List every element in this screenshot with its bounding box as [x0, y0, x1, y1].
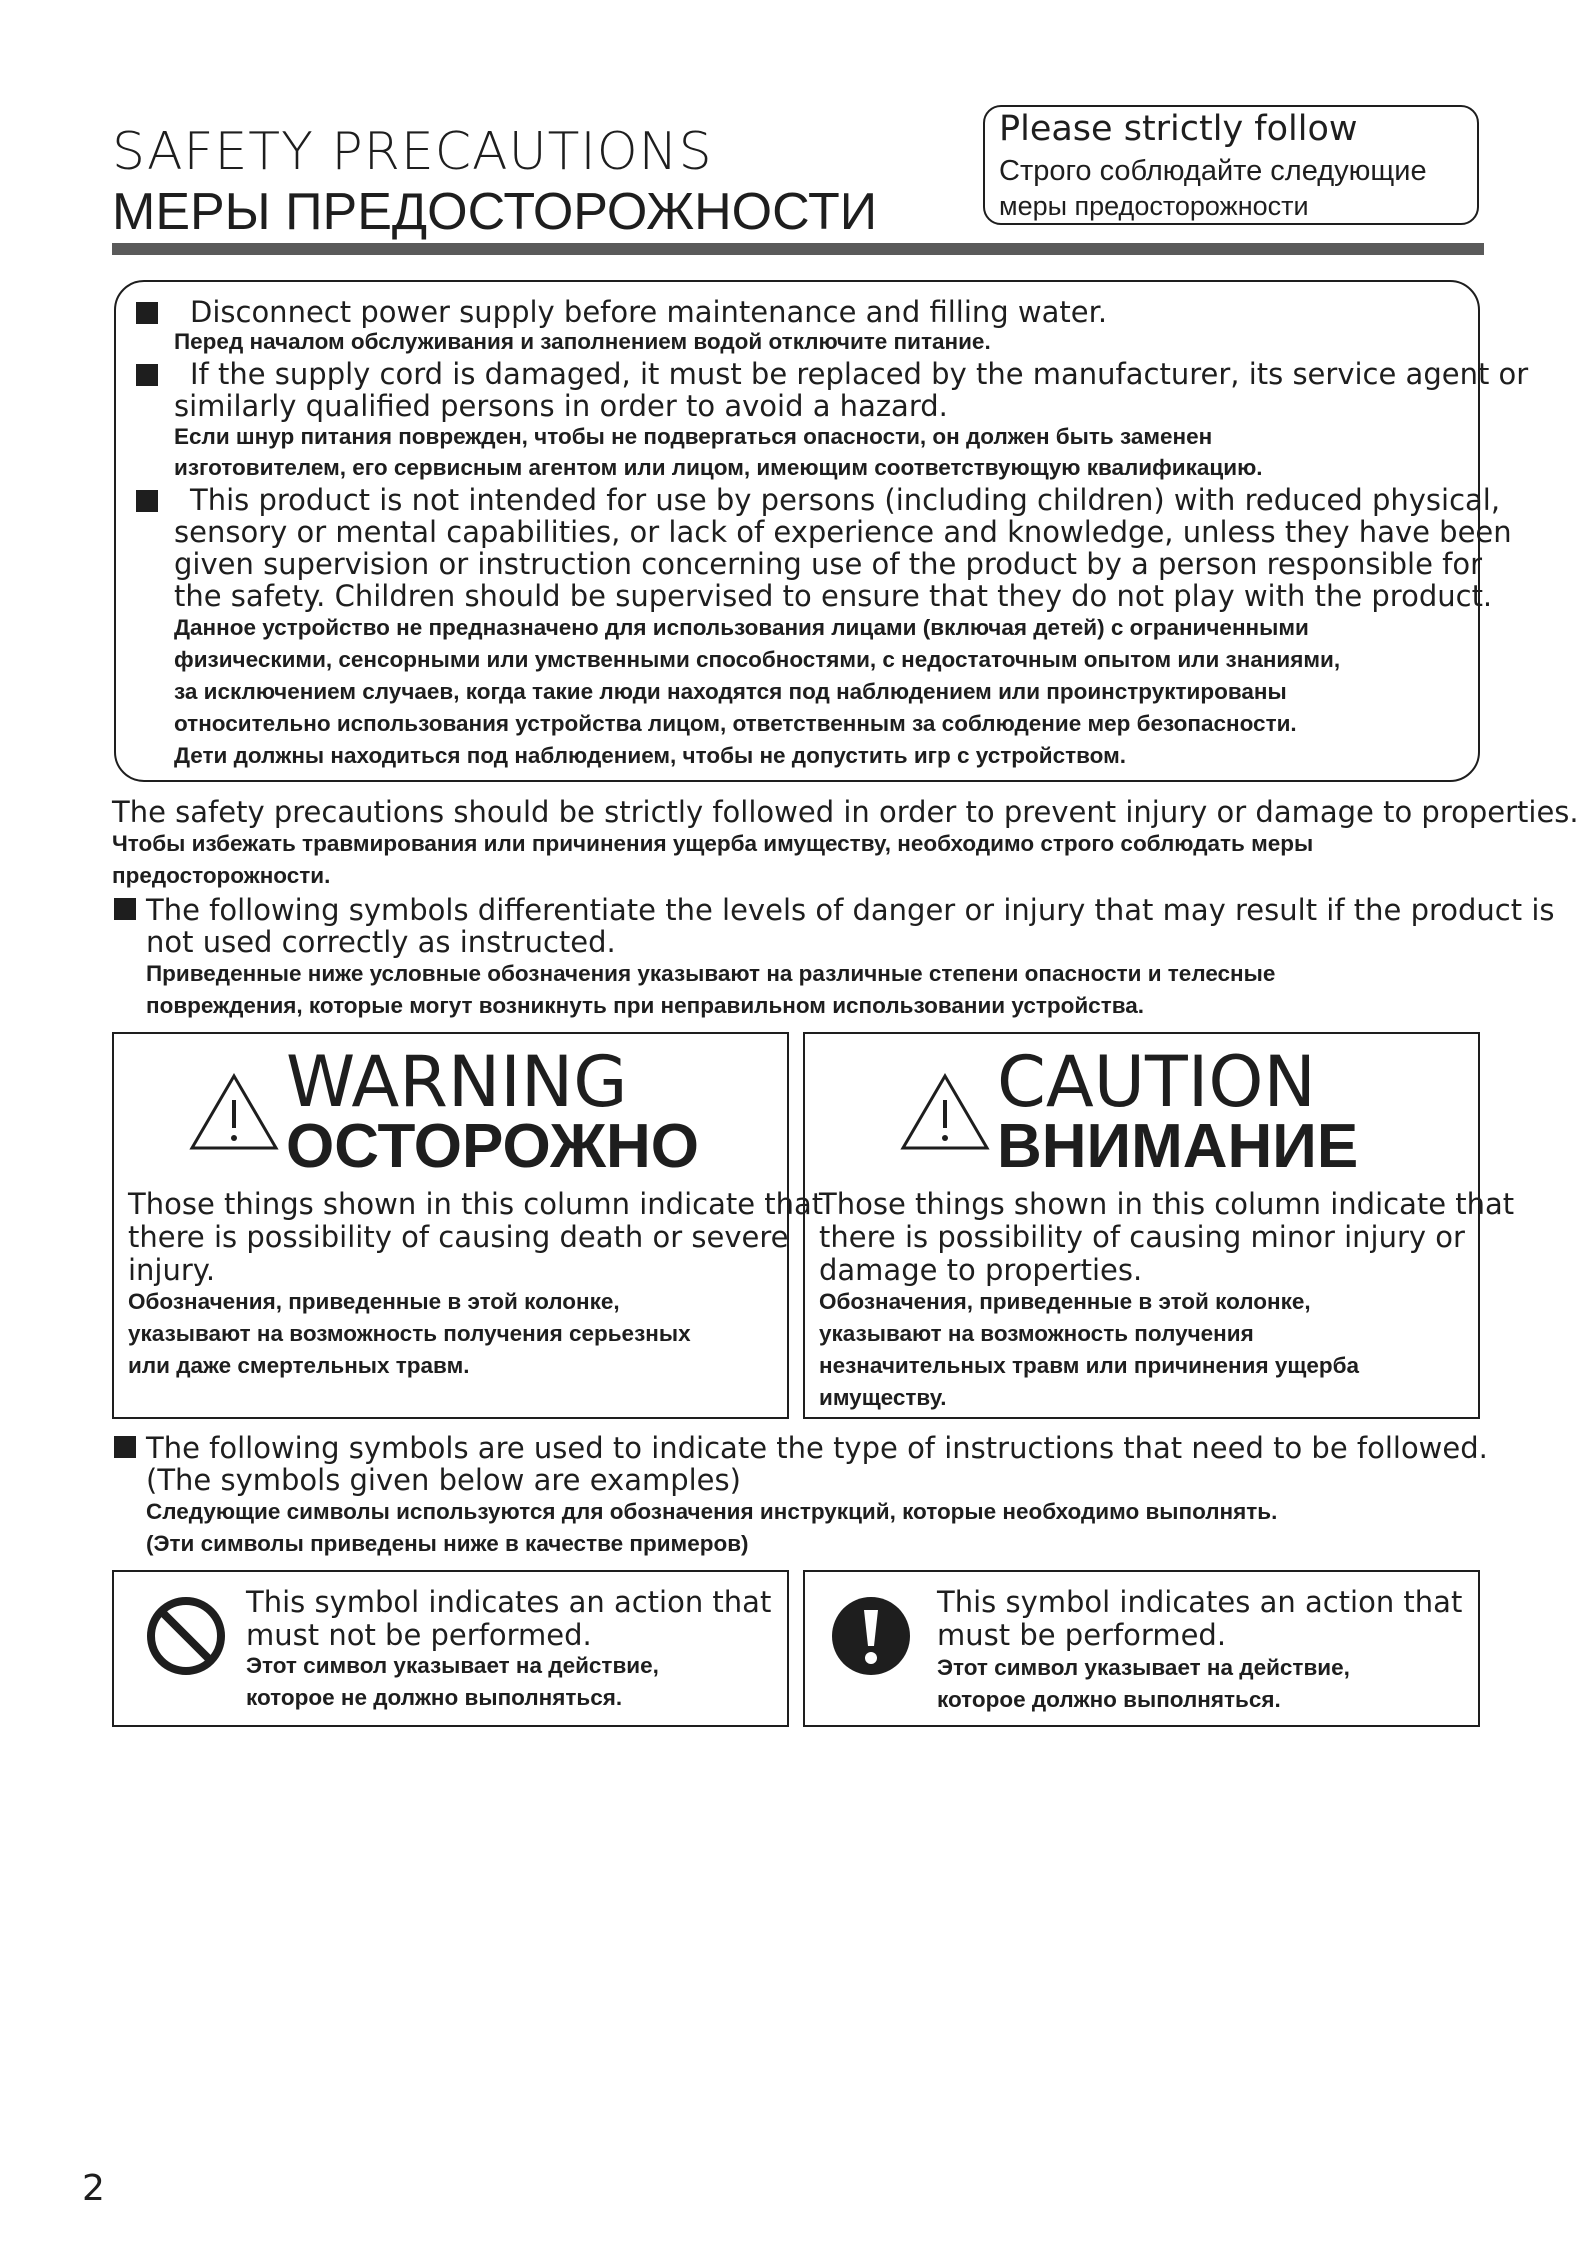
page-title-ru: МЕРЫ ПРЕДОСТОРОЖНОСТИ [112, 183, 878, 241]
caution-desc-ru-line-2: указывают на возможность получения [819, 1321, 1254, 1346]
caution-desc-ru-line-1: Обозначения, приведенные в этой колонке, [819, 1289, 1311, 1314]
caution-desc-ru-line-4: имуществу. [819, 1385, 947, 1410]
bullet-text-ru: за исключением случаев, когда такие люди находятся под наблюдением или проинструктированы [174, 679, 1287, 704]
bullet-text-ru: Дети должны находиться под наблюдением, чтобы не допустить игр с устройством. [174, 743, 1127, 768]
instructions-text-en-line-2: (The symbols given below are examples) [146, 1463, 741, 1497]
warning-title-ru: ОСТОРОЖНО [286, 1112, 699, 1181]
caution-title-en: CAUTION [997, 1041, 1316, 1123]
exclamation-icon [829, 1594, 913, 1678]
bullet-square-icon [136, 490, 158, 512]
prohibit-desc-en-line-1: This symbol indicates an action that [246, 1585, 772, 1619]
caution-triangle-icon [899, 1072, 991, 1152]
bullet-text-ru: Перед началом обслуживания и заполнением водой отключите питание. [174, 329, 991, 354]
warning-triangle-icon [188, 1072, 280, 1152]
bullet-text-en: This product is not intended for use by persons (including children) with reduced physical, [190, 483, 1501, 517]
bullet-text-en: sensory or mental capabilities, or lack of experience and knowledge, unless they have been [174, 515, 1512, 549]
intro-text-ru-line-2: предосторожности. [112, 863, 331, 888]
intro-text-ru-line-1: Чтобы избежать травмирования или причинения ущерба имуществу, необходимо строго соблюдать меры [112, 831, 1314, 856]
prohibit-desc-ru-line-2: которое не должно выполняться. [246, 1685, 623, 1710]
levels-text-en-line-2: not used correctly as instructed. [146, 925, 616, 959]
bullet-square-icon [136, 302, 158, 324]
bullet-text-en: the safety. Children should be supervised to ensure that they do not play with the product. [174, 579, 1493, 613]
mandatory-desc-ru-line-2: которое должно выполняться. [937, 1687, 1281, 1712]
warning-desc-ru-line-1: Обозначения, приведенные в этой колонке, [128, 1289, 620, 1314]
prohibit-desc-ru-line-1: Этот символ указывает на действие, [246, 1653, 659, 1678]
bullet-text-en: similarly qualified persons in order to avoid a hazard. [174, 389, 948, 423]
bullet-square-icon [114, 1436, 136, 1458]
warning-desc-en-line-1: Those things shown in this column indicate that [128, 1187, 824, 1221]
levels-text-en-line-1: The following symbols differentiate the levels of danger or injury that may result if the product is [146, 893, 1555, 927]
instructions-text-ru-line-2: (Эти символы приведены ниже в качестве примеров) [146, 1531, 749, 1556]
caution-desc-ru-line-3: незначительных травм или причинения ущерба [819, 1353, 1359, 1378]
warning-desc-ru-line-3: или даже смертельных травм. [128, 1353, 470, 1378]
bullet-text-ru: относительно использования устройства лицом, ответственным за соблюдение мер безопасности. [174, 711, 1297, 736]
prohibition-icon [144, 1594, 228, 1678]
instructions-text-en-line-1: The following symbols are used to indicate the type of instructions that need to be followed. [146, 1431, 1488, 1465]
follow-notice-box [983, 105, 1479, 225]
page-number: 2 [82, 2168, 105, 2209]
main-safety-box [114, 280, 1529, 782]
follow-notice-ru-line-2: меры предосторожности [999, 191, 1309, 221]
levels-text-ru-line-2: повреждения, которые могут возникнуть при неправильном использовании устройства. [146, 993, 1145, 1018]
caution-desc-en-line-1: Those things shown in this column indicate that [819, 1187, 1515, 1221]
bullet-square-icon [114, 898, 136, 920]
caution-panel [803, 1032, 1515, 1419]
bullet-square-icon [136, 364, 158, 386]
prohibit-symbol-panel [112, 1570, 789, 1727]
bullet-text-ru: Если шнур питания поврежден, чтобы не подвергаться опасности, он должен быть заменен [174, 424, 1213, 449]
mandatory-desc-ru-line-1: Этот символ указывает на действие, [937, 1655, 1350, 1680]
warning-desc-ru-line-2: указывают на возможность получения серьезных [128, 1321, 691, 1346]
caution-desc-en-line-2: there is possibility of causing minor injury or [819, 1220, 1465, 1254]
warning-desc-en-line-2: there is possibility of causing death or severe [128, 1220, 789, 1254]
warning-title-en: WARNING [286, 1041, 628, 1123]
prohibit-desc-en-line-2: must not be performed. [246, 1618, 592, 1652]
follow-notice-en: Please strictly follow [999, 109, 1358, 149]
levels-text-ru-line-1: Приведенные ниже условные обозначения указывают на различные степени опасности и телесные [146, 961, 1276, 986]
bullet-text-en: given supervision or instruction concerning use of the product by a person responsible for [174, 547, 1483, 581]
bullet-text-ru: физическими, сенсорными или умственными способностями, с недостаточным опытом или знаниями, [174, 647, 1341, 672]
mandatory-symbol-panel [803, 1570, 1480, 1727]
intro-text-en: The safety precautions should be strictly followed in order to prevent injury or damage to properties. [112, 795, 1579, 829]
page-title-en: SAFETY PRECAUTIONS [112, 122, 713, 182]
bullet-text-ru: Данное устройство не предназначено для использования лицами (включая детей) с ограниченными [174, 615, 1309, 640]
bullet-text-en: If the supply cord is damaged, it must be replaced by the manufacturer, its service agent or [190, 357, 1529, 391]
warning-panel [112, 1032, 824, 1419]
caution-title-ru: ВНИМАНИЕ [997, 1112, 1359, 1181]
warning-desc-en-line-3: injury. [128, 1253, 216, 1287]
mandatory-desc-en-line-2: must be performed. [937, 1618, 1227, 1652]
bullet-text-ru: изготовителем, его сервисным агентом или лицом, имеющим соответствующую квалификацию. [174, 455, 1263, 480]
bullet-text-en: Disconnect power supply before maintenance and filling water. [190, 295, 1108, 329]
caution-desc-en-line-3: damage to properties. [819, 1253, 1143, 1287]
follow-notice-ru-line-1: Строго соблюдайте следующие [999, 155, 1427, 187]
title-divider [112, 243, 1484, 255]
mandatory-desc-en-line-1: This symbol indicates an action that [937, 1585, 1463, 1619]
instructions-text-ru-line-1: Следующие символы используются для обозначения инструкций, которые необходимо выполнять. [146, 1499, 1278, 1524]
